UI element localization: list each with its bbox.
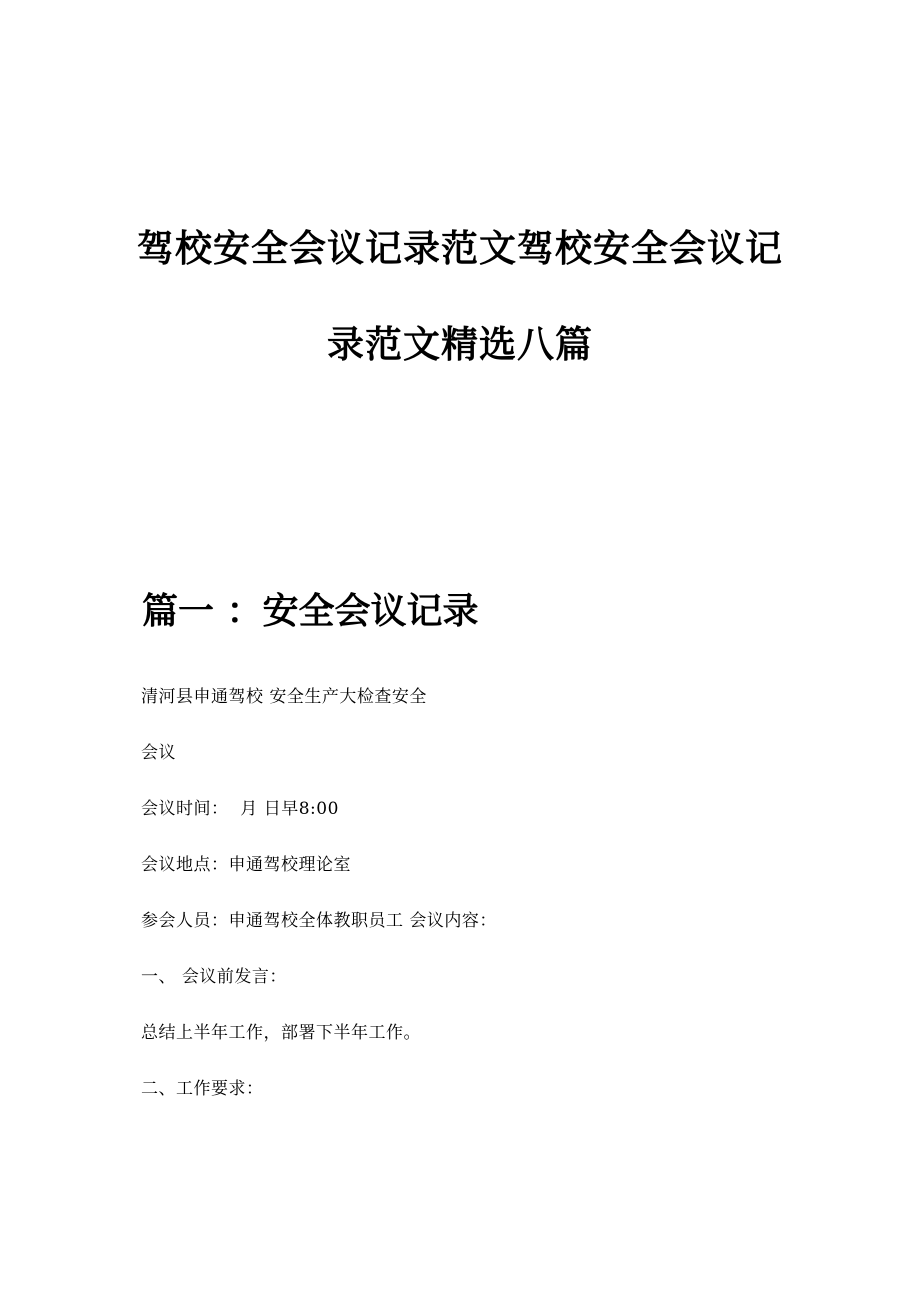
section-heading: 篇一 ：安全会议记录	[142, 591, 479, 632]
paragraph-school-title: 清河县申通驾校 安全生产大检查安全	[141, 687, 427, 707]
paragraph-summary: 总结上半年工作，部署下半年工作。	[141, 1023, 421, 1043]
paragraph-meeting: 会议	[141, 743, 176, 763]
paragraph-meeting-time: 会议时间： 月 日早8:00	[141, 799, 339, 819]
paragraph-item-two: 二、工作要求：	[141, 1079, 264, 1099]
document-title-line-2: 录范文精选八篇	[327, 323, 593, 366]
paragraph-meeting-location: 会议地点：申通驾校理论室	[141, 855, 351, 875]
paragraph-item-one: 一、 会议前发言：	[141, 967, 287, 987]
paragraph-attendees: 参会人员：申通驾校全体教职员工 会议内容：	[141, 911, 497, 931]
document-title-line-1: 驾校安全会议记录范文驾校安全会议记	[137, 227, 783, 270]
